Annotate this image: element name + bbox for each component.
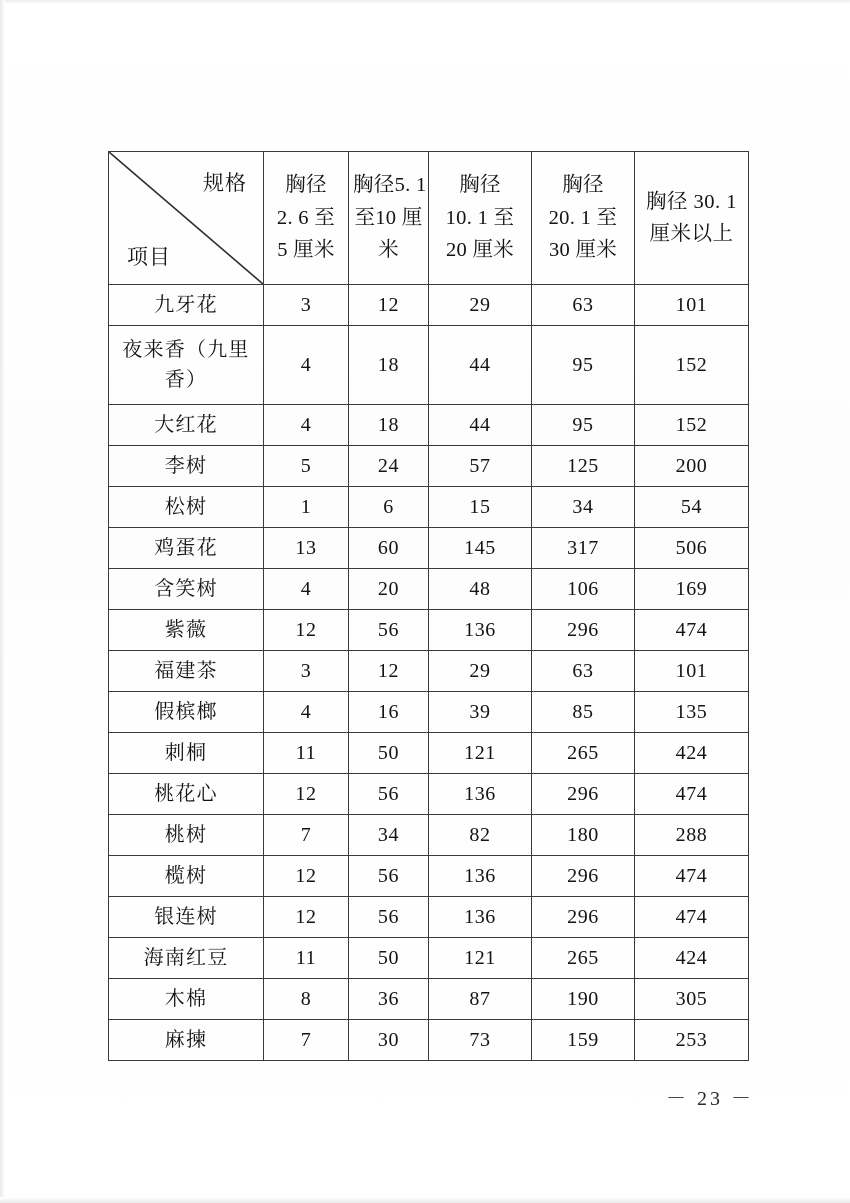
- row-value-4: 125: [532, 446, 635, 487]
- row-value-3: 82: [429, 815, 532, 856]
- table-row: [109, 979, 749, 1020]
- header-corner-cell: [109, 152, 264, 285]
- row-value-3: 57: [429, 446, 532, 487]
- header-line: 2. 6 至: [276, 206, 336, 229]
- header-spec-label: 规格: [203, 171, 247, 195]
- row-value-1: 13: [264, 528, 349, 569]
- row-value-5: 101: [635, 285, 749, 326]
- row-value-1: 1: [264, 487, 349, 528]
- row-value-4: 180: [532, 815, 635, 856]
- row-value-4: 190: [532, 979, 635, 1020]
- row-value-2: 50: [349, 938, 429, 979]
- table-row: [109, 487, 749, 528]
- row-item-name: 麻揀: [109, 1020, 264, 1061]
- row-value-5: 135: [635, 692, 749, 733]
- row-value-3: 29: [429, 651, 532, 692]
- table-row: [109, 528, 749, 569]
- row-value-2: 56: [349, 774, 429, 815]
- row-value-5: 54: [635, 487, 749, 528]
- row-item-name: 银连树: [109, 897, 264, 938]
- table-row: [109, 610, 749, 651]
- row-value-2: 18: [349, 326, 429, 405]
- table-row: [109, 569, 749, 610]
- row-value-3: 73: [429, 1020, 532, 1061]
- row-value-2: 16: [349, 692, 429, 733]
- row-value-3: 136: [429, 897, 532, 938]
- column-header-1: [264, 152, 349, 285]
- row-item-name: 刺桐: [109, 733, 264, 774]
- row-value-2: 56: [349, 856, 429, 897]
- row-value-4: 95: [532, 326, 635, 405]
- row-value-2: 30: [349, 1020, 429, 1061]
- header-line: 厘米以上: [649, 223, 734, 245]
- row-value-2: 18: [349, 405, 429, 446]
- row-value-2: 20: [349, 569, 429, 610]
- row-item-name: 桃树: [109, 815, 264, 856]
- row-value-4: 296: [532, 856, 635, 897]
- row-item-name: 九牙花: [109, 285, 264, 326]
- row-value-1: 7: [264, 1020, 349, 1061]
- row-value-1: 7: [264, 815, 349, 856]
- row-value-5: 474: [635, 610, 749, 651]
- row-value-3: 145: [429, 528, 532, 569]
- row-item-name: 海南红豆: [109, 938, 264, 979]
- table-row: [109, 938, 749, 979]
- row-value-2: 12: [349, 285, 429, 326]
- row-item-name: 桃花心: [109, 774, 264, 815]
- table-row: [109, 285, 749, 326]
- row-value-3: 44: [429, 405, 532, 446]
- row-item-name: 松树: [109, 487, 264, 528]
- table-row: [109, 856, 749, 897]
- row-value-2: 60: [349, 528, 429, 569]
- row-value-2: 36: [349, 979, 429, 1020]
- row-value-3: 15: [429, 487, 532, 528]
- table-header-row: [109, 152, 749, 285]
- header-line: 20 厘米: [445, 239, 515, 262]
- column-header-5: [635, 152, 749, 285]
- row-value-1: 11: [264, 938, 349, 979]
- column-header-3: [429, 152, 532, 285]
- row-value-1: 8: [264, 979, 349, 1020]
- table-row: [109, 405, 749, 446]
- row-value-5: 152: [635, 326, 749, 405]
- row-value-2: 34: [349, 815, 429, 856]
- row-item-name: 木棉: [109, 979, 264, 1020]
- header-line: 米: [378, 239, 399, 262]
- row-item-name: 含笑树: [109, 569, 264, 610]
- specification-table-container: [108, 151, 748, 1061]
- row-value-5: 169: [635, 569, 749, 610]
- row-value-2: 56: [349, 610, 429, 651]
- row-value-2: 12: [349, 651, 429, 692]
- header-line: 胸径: [285, 174, 327, 197]
- row-value-1: 4: [264, 405, 349, 446]
- header-line: 5 厘米: [277, 239, 335, 262]
- row-value-4: 317: [532, 528, 635, 569]
- table-row: [109, 1020, 749, 1061]
- table-row: [109, 651, 749, 692]
- row-value-3: 87: [429, 979, 532, 1020]
- header-item-label: 项目: [127, 244, 171, 269]
- row-value-3: 136: [429, 774, 532, 815]
- scan-edge-bottom: [0, 1197, 850, 1203]
- row-value-1: 12: [264, 897, 349, 938]
- header-line: 20. 1 至: [548, 206, 618, 229]
- header-line: 10. 1 至: [445, 206, 515, 229]
- row-value-5: 152: [635, 405, 749, 446]
- row-value-5: 424: [635, 733, 749, 774]
- row-value-3: 136: [429, 856, 532, 897]
- row-value-4: 34: [532, 487, 635, 528]
- row-item-name: 李树: [109, 446, 264, 487]
- row-value-5: 253: [635, 1020, 749, 1061]
- row-value-3: 136: [429, 610, 532, 651]
- row-value-5: 474: [635, 897, 749, 938]
- row-value-1: 3: [264, 285, 349, 326]
- row-value-4: 296: [532, 897, 635, 938]
- row-value-4: 265: [532, 733, 635, 774]
- table-row: [109, 326, 749, 405]
- row-value-5: 101: [635, 651, 749, 692]
- row-item-name: 紫薇: [109, 610, 264, 651]
- row-item-name: 福建茶: [109, 651, 264, 692]
- column-header-2: [349, 152, 429, 285]
- row-value-5: 424: [635, 938, 749, 979]
- row-item-name: 假槟榔: [109, 692, 264, 733]
- row-value-2: 6: [349, 487, 429, 528]
- table-row: [109, 692, 749, 733]
- row-value-4: 296: [532, 610, 635, 651]
- row-value-1: 5: [264, 446, 349, 487]
- header-line: 胸径 30. 1: [645, 190, 738, 213]
- table-row: [109, 446, 749, 487]
- row-value-3: 29: [429, 285, 532, 326]
- row-value-3: 39: [429, 692, 532, 733]
- row-value-1: 3: [264, 651, 349, 692]
- row-value-2: 24: [349, 446, 429, 487]
- table-row: [109, 774, 749, 815]
- row-value-4: 85: [532, 692, 635, 733]
- row-value-3: 44: [429, 326, 532, 405]
- row-value-5: 474: [635, 774, 749, 815]
- row-value-2: 56: [349, 897, 429, 938]
- row-value-5: 474: [635, 856, 749, 897]
- row-value-1: 4: [264, 569, 349, 610]
- row-value-4: 63: [532, 285, 635, 326]
- row-item-name: 鸡蛋花: [109, 528, 264, 569]
- row-value-1: 4: [264, 692, 349, 733]
- row-item-name: 夜来香（九里香）: [109, 326, 264, 405]
- table-row: [109, 815, 749, 856]
- row-value-3: 121: [429, 938, 532, 979]
- header-line: 胸径: [459, 174, 501, 197]
- column-header-4: [532, 152, 635, 285]
- header-line: 至10 厘: [354, 206, 423, 229]
- page-number: － 23 －: [666, 1088, 754, 1110]
- table-body: [109, 152, 749, 1061]
- row-value-1: 11: [264, 733, 349, 774]
- row-item-name: 榄树: [109, 856, 264, 897]
- row-value-3: 121: [429, 733, 532, 774]
- header-line: 胸径: [562, 174, 604, 197]
- row-value-5: 200: [635, 446, 749, 487]
- row-item-name: 大红花: [109, 405, 264, 446]
- row-value-1: 4: [264, 326, 349, 405]
- scan-edge-left: [0, 0, 5, 1203]
- row-value-3: 48: [429, 569, 532, 610]
- header-line: 30 厘米: [548, 239, 618, 262]
- header-line: 胸径5. 1: [353, 174, 427, 197]
- row-value-4: 63: [532, 651, 635, 692]
- row-value-4: 296: [532, 774, 635, 815]
- row-value-4: 95: [532, 405, 635, 446]
- row-value-1: 12: [264, 856, 349, 897]
- row-value-5: 288: [635, 815, 749, 856]
- row-value-5: 305: [635, 979, 749, 1020]
- row-value-4: 106: [532, 569, 635, 610]
- row-value-5: 506: [635, 528, 749, 569]
- row-value-1: 12: [264, 774, 349, 815]
- row-value-4: 159: [532, 1020, 635, 1061]
- row-value-1: 12: [264, 610, 349, 651]
- table-row: [109, 897, 749, 938]
- row-value-2: 50: [349, 733, 429, 774]
- scan-edge-top: [0, 0, 850, 4]
- tree-specification-table: [108, 151, 749, 1061]
- row-value-4: 265: [532, 938, 635, 979]
- table-row: [109, 733, 749, 774]
